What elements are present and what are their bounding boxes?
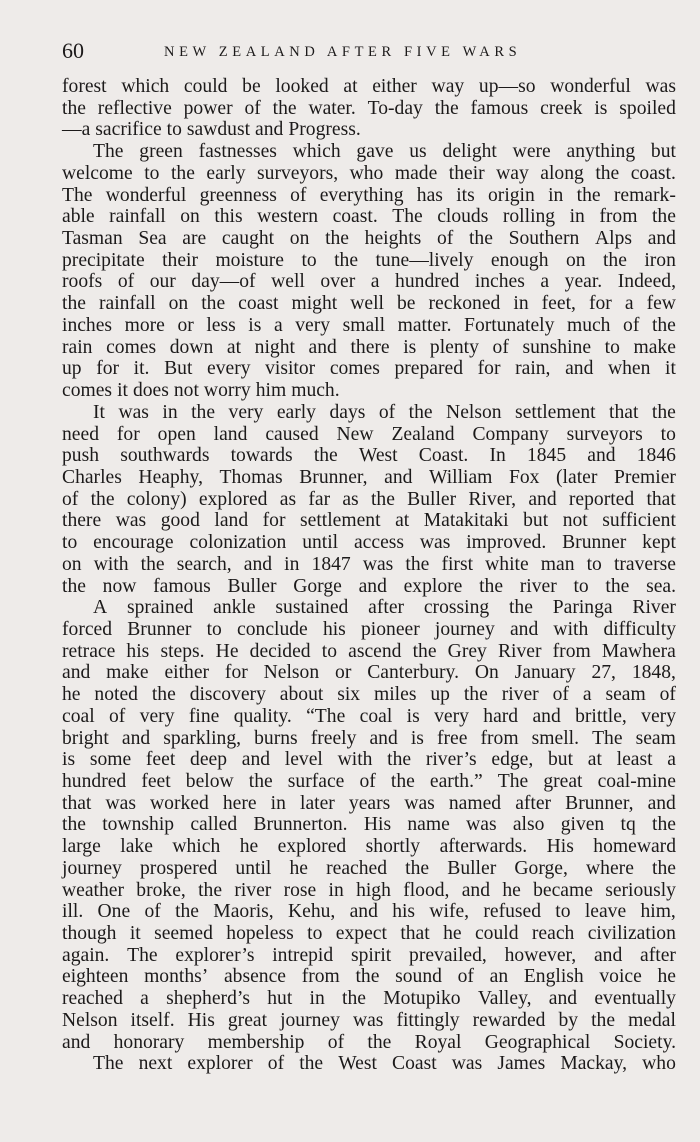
text-line: weather broke, the river rose in high flood, and he became seriously [62,879,676,901]
text-line: The green fastnesses which gave us delight were anything but [93,141,676,163]
text-line: the township called Brunnerton. His name was also given tq the [62,814,676,836]
text-line: there was good land for settlement at Matakitaki but not sufficient [62,510,676,532]
text-line: push southwards towards the West Coast. In 1845 and 1846 [62,445,676,467]
text-line: again. The explorer’s intrepid spirit prevailed, however, and after [62,944,676,966]
text-line: —a sacrifice to sawdust and Progress. [62,119,361,141]
book-page [62,38,676,1075]
text-line: A sprained ankle sustained after crossing the Paringa River [93,597,676,619]
text-line: need for open land caused New Zealand Company surveyors to [62,423,676,445]
text-line: forced Brunner to conclude his pioneer journey and with difficulty [62,618,676,640]
text-line: the rainfall on the coast might well be reckoned in feet, for a few [62,293,676,315]
body-text [62,76,676,1075]
text-line: large lake which he explored shortly afterwards. His homeward [62,836,676,858]
text-line: Tasman Sea are caught on the heights of the Southern Alps and [62,228,676,250]
text-line: journey prospered until he reached the Buller Gorge, where the [62,857,676,879]
text-line: up for it. But every visitor comes prepared for rain, and when it [62,358,676,380]
text-line: bright and sparkling, burns freely and is free from smell. The seam [62,727,676,749]
text-line: hundred feet below the surface of the earth.” The great coal-mine [62,771,676,792]
text-line: and honorary membership of the Royal Geographical Society. [62,1031,676,1053]
text-line: though it seemed hopeless to expect that he could reach civilization [62,923,676,945]
text-line: he noted the discovery about six miles up the river of a seam of [62,684,676,706]
text-line: rain comes down at night and there is plenty of sunshine to make [62,336,676,358]
text-line: is some feet deep and level with the river’s edge, but at least a [62,749,676,771]
text-line: It was in the very early days of the Nelson settlement that the [93,401,676,423]
text-line: reached a shepherd’s hut in the Motupiko Valley, and eventually [62,988,676,1010]
text-line: inches more or less is a very small matter. Fortunately much of the [62,314,676,336]
text-line: Nelson itself. His great journey was fittingly rewarded by the medal [62,1009,676,1031]
text-line: The next explorer of the West Coast was James Mackay, who [93,1053,676,1075]
text-line: the reflective power of the water. To-day the famous creek is spoiled [62,97,676,119]
running-head: NEW ZEALAND AFTER FIVE WARS [164,44,522,60]
text-line: eighteen months’ absence from the sound of an English voice he [62,966,676,988]
text-line: to encourage colonization until access was improved. Brunner kept [62,532,676,554]
text-line: welcome to the early surveyors, who made their way along the coast. [62,162,676,184]
text-line: comes it does not worry him much. [62,380,340,402]
text-line: ill. One of the Maoris, Kehu, and his wife, refused to leave him, [62,901,676,923]
text-line: forest which could be looked at either way up—so wonderful was [62,76,676,97]
text-line: retrace his steps. He decided to ascend the Grey River from Mawhera [62,640,676,662]
text-line: coal of very fine quality. “The coal is very hard and brittle, very [62,705,676,727]
text-line: and make either for Nelson or Canterbury. On January 27, 1848, [62,662,676,684]
page-number: 60 [62,38,84,63]
text-line: on with the search, and in 1847 was the first white man to traverse [62,553,676,575]
text-line: of the colony) explored as far as the Buller River, and reported that [62,488,676,510]
text-line: The wonderful greenness of everything has its origin in the remark- [62,184,676,206]
text-line: Charles Heaphy, Thomas Brunner, and William Fox (later Premier [62,466,676,488]
text-line: that was worked here in later years was named after Brunner, and [62,792,676,814]
page-header [62,38,676,66]
text-line: the now famous Buller Gorge and explore the river to the sea. [62,575,676,597]
text-line: able rainfall on this western coast. The clouds rolling in from the [62,206,676,228]
text-line: roofs of our day—of well over a hundred inches a year. Indeed, [62,271,676,293]
text-line: precipitate their moisture to the tune—lively enough on the iron [62,249,676,271]
